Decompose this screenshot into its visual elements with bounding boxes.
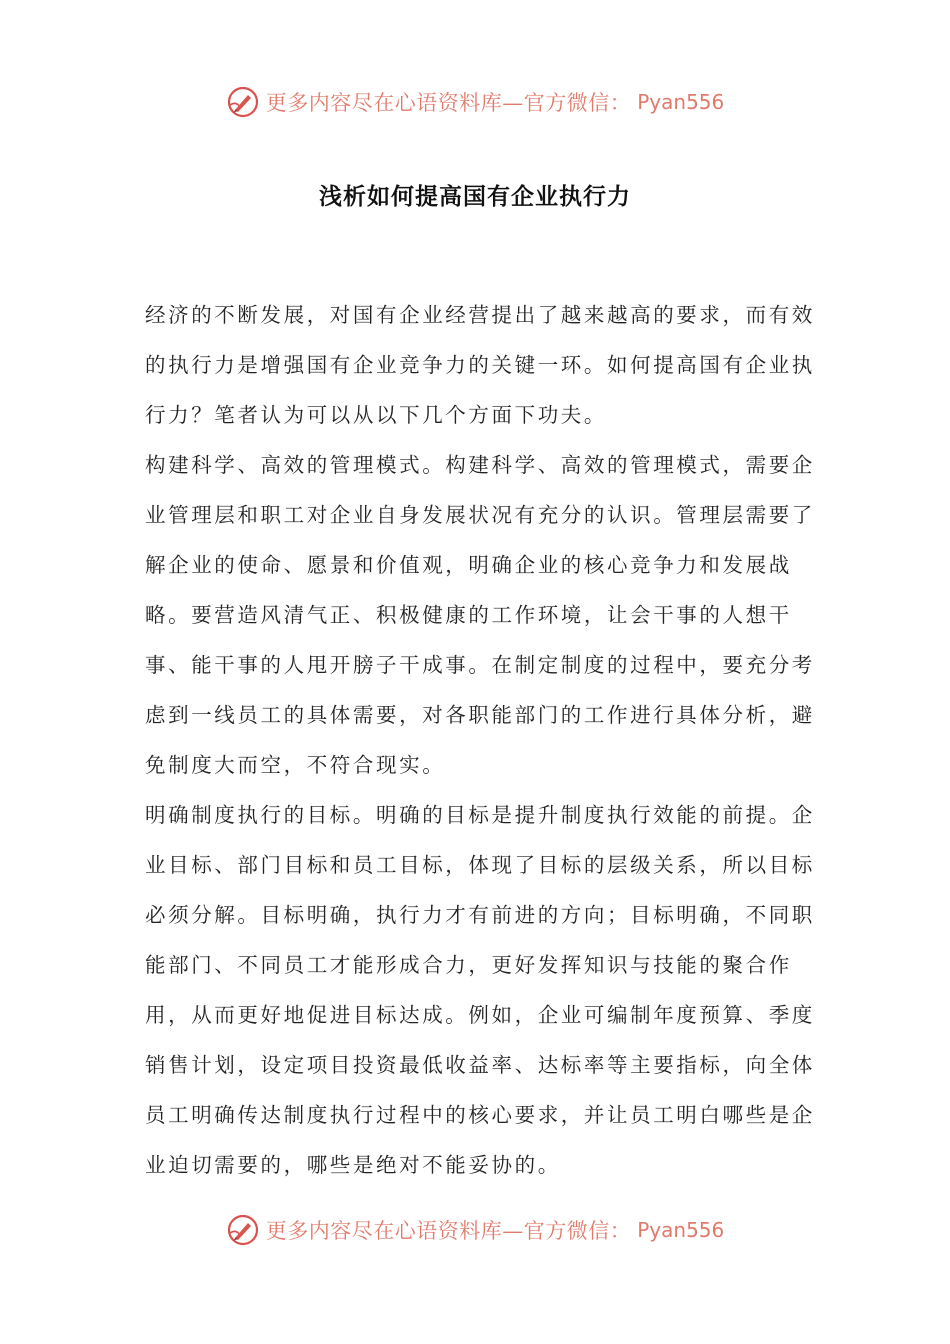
pen-logo-icon xyxy=(226,1213,260,1247)
page-title: 浅析如何提高国有企业执行力 xyxy=(319,183,631,210)
document-body xyxy=(145,290,817,1190)
header-watermark-banner xyxy=(0,82,950,122)
banner-wechat-id: Pyan556 xyxy=(637,1218,725,1242)
banner-wechat-id: Pyan556 xyxy=(637,90,725,114)
paragraph-management-model: 构建科学、高效的管理模式。构建科学、高效的管理模式，需要企业管理层和职工对企业自身发展状况有充分的认识。管理层需要了解企业的使命、愿景和价值观，明确企业的核心竞争力和发展战略。要营造风清气正、积极健康的工作环境，让会干事的人想干事、能干事的人甩开膀子干成事。在制定制度的过程中，要充分考虑到一线员工的具体需要，对各职能部门的工作进行具体分析，避免制度大而空，不符合现实。 xyxy=(145,453,815,777)
paragraph-intro: 经济的不断发展，对国有企业经营提出了越来越高的要求，而有效的执行力是增强国有企业竞争力的关键一环。如何提高国有企业执行力？笔者认为可以从以下几个方面下功夫。 xyxy=(145,303,815,427)
pen-logo-icon xyxy=(226,85,260,119)
banner-text: 更多内容尽在心语资料库—官方微信： xyxy=(265,91,632,115)
banner-text: 更多内容尽在心语资料库—官方微信： xyxy=(265,1219,632,1243)
paragraph-execution-goals: 明确制度执行的目标。明确的目标是提升制度执行效能的前提。企业目标、部门目标和员工目标，体现了目标的层级关系，所以目标必须分解。目标明确，执行力才有前进的方向；目标明确，不同职能部门、不同员工才能形成合力，更好发挥知识与技能的聚合作用，从而更好地促进目标达成。例如，企业可编制年度预算、季度销售计划，设定项目投资最低收益率、达标率等主要指标，向全体员工明确传达制度执行过程中的核心要求，并让员工明白哪些是企业迫切需要的，哪些是绝对不能妥协的。 xyxy=(145,803,815,1177)
footer-watermark-banner xyxy=(0,1210,950,1250)
